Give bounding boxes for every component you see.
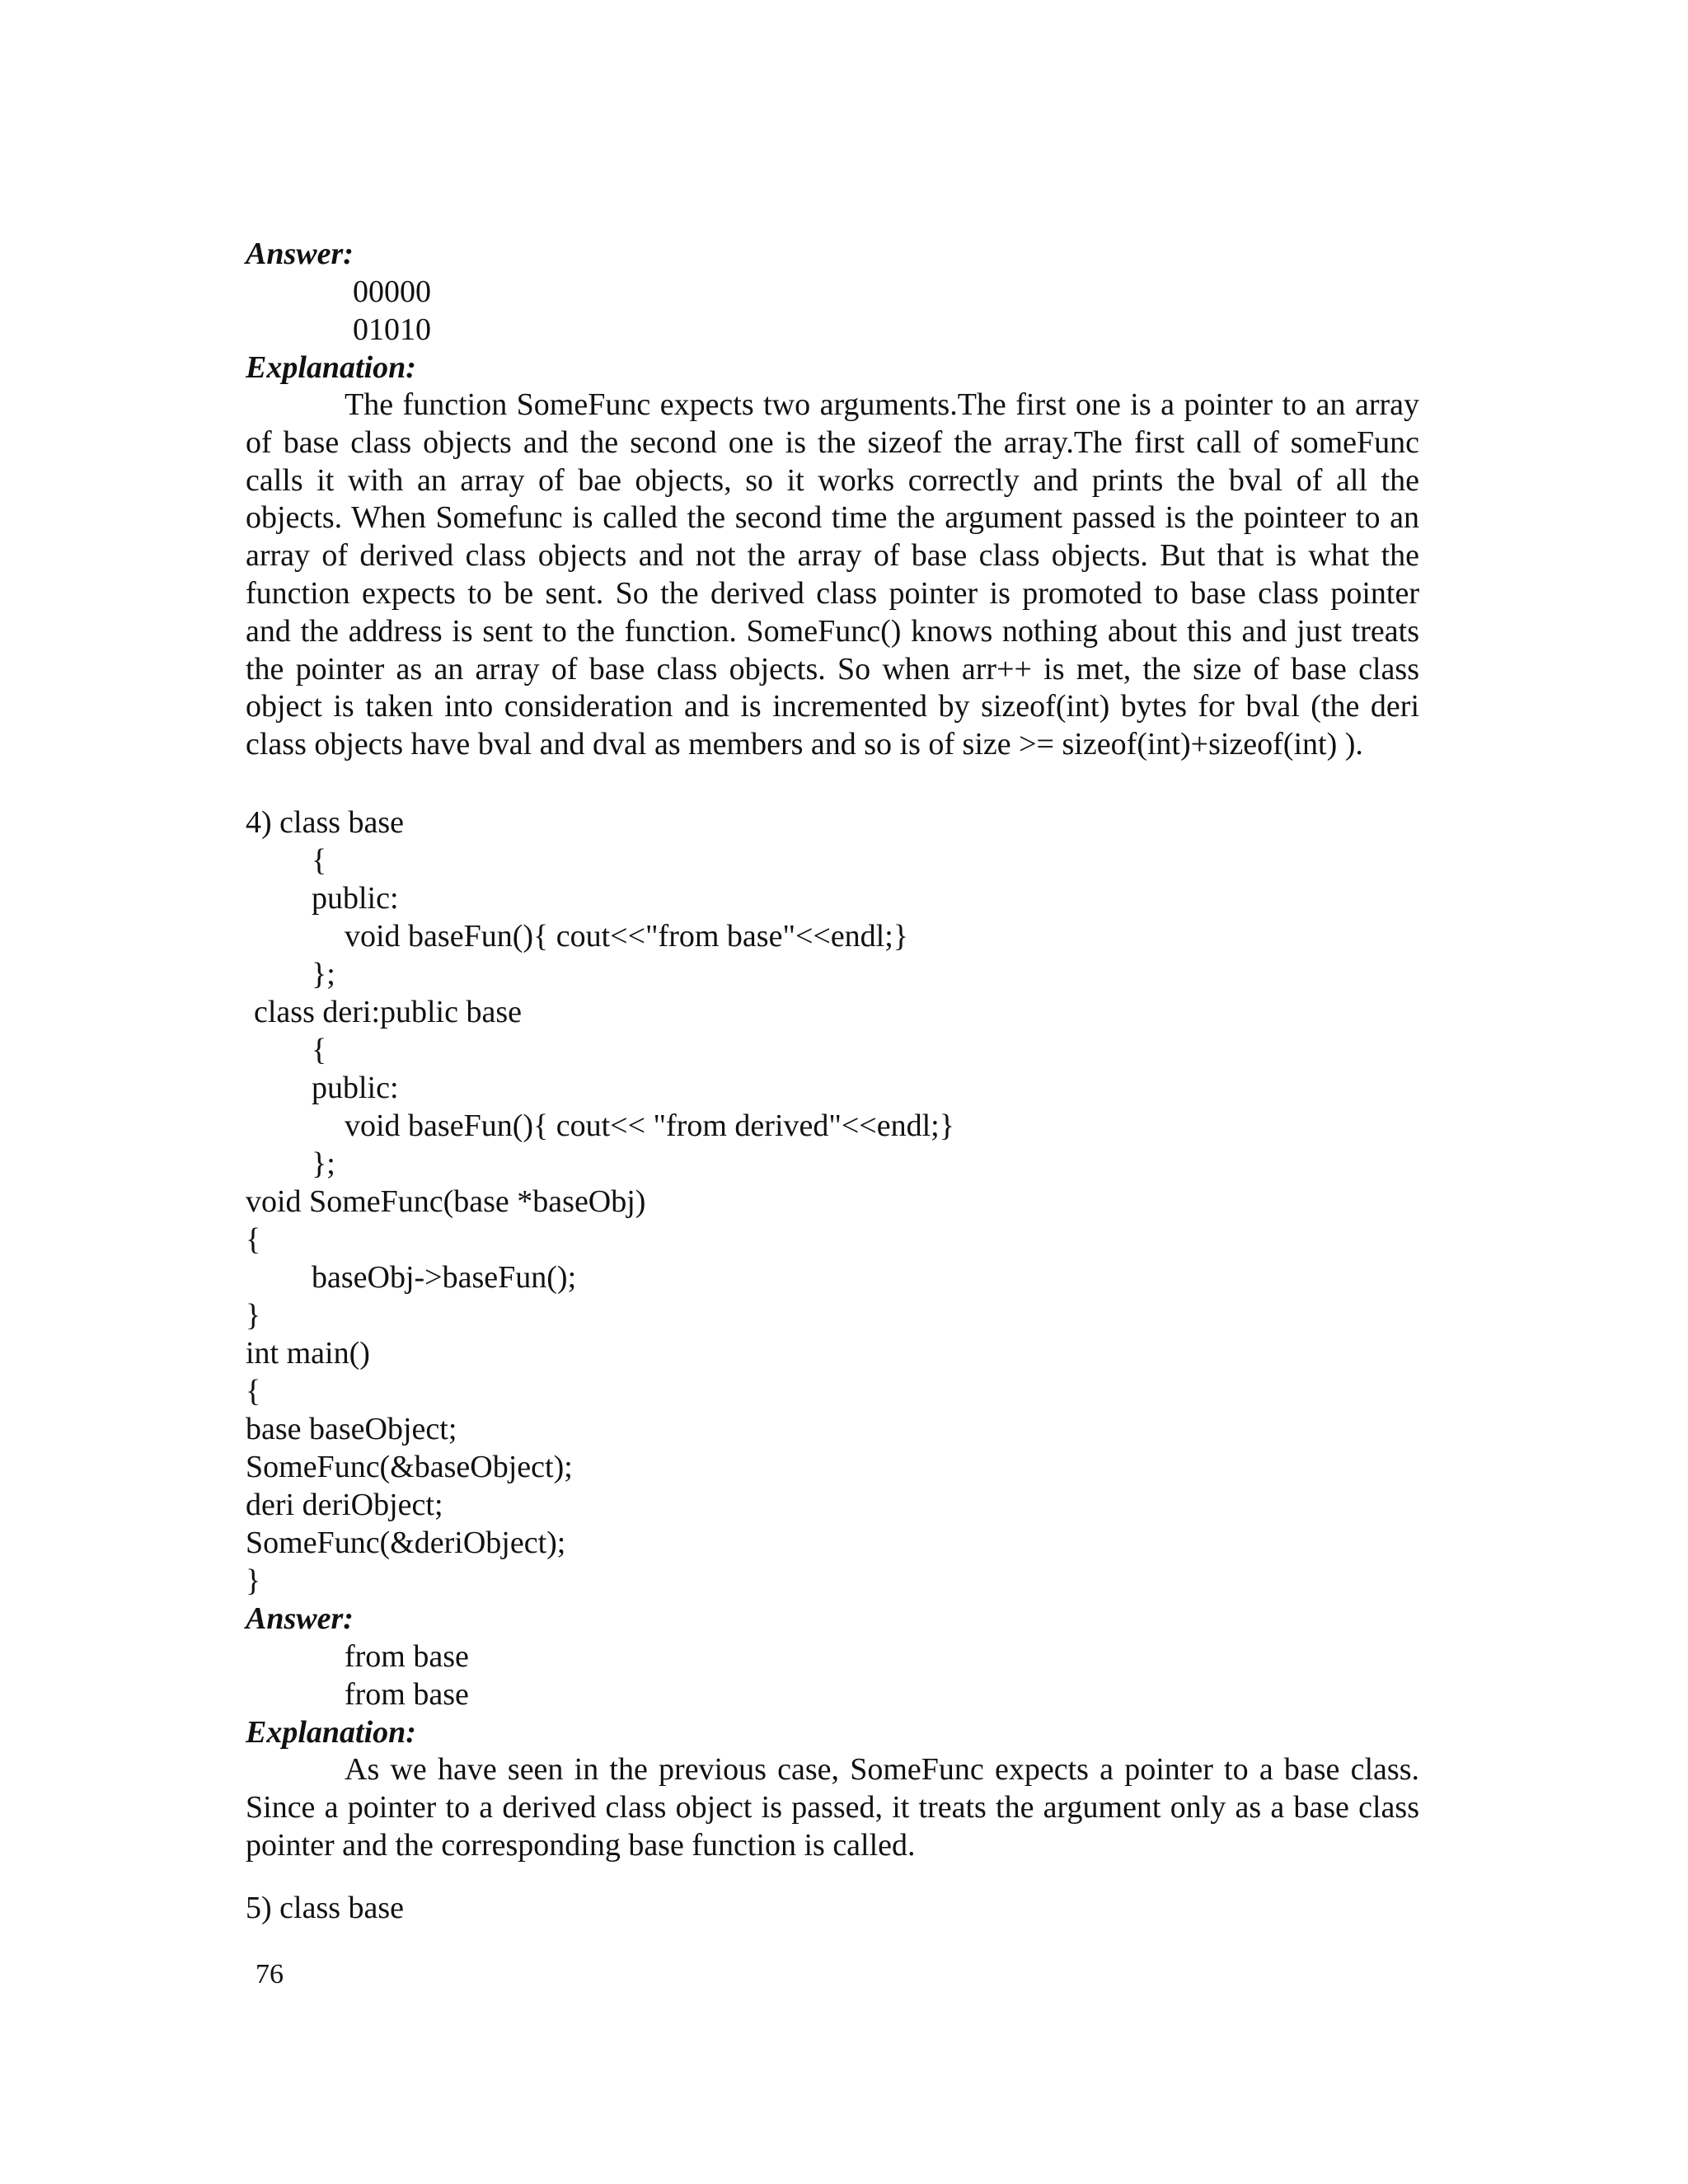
code-line: {	[312, 843, 327, 878]
code-line: {	[312, 1033, 327, 1067]
code-line: };	[312, 1146, 335, 1181]
explanation-paragraph	[246, 387, 1419, 764]
paragraph-line: and the address is sent to the function. SomeFunc() knows nothing about this and just treats	[246, 613, 1419, 649]
paragraph-line: objects. When Somefunc is called the second time the argument passed is the pointeer to an	[246, 500, 1419, 536]
paragraph-line: function expects to be sent. So the derived class pointer is promoted to base class pointer	[246, 575, 1419, 611]
code-line: public:	[312, 881, 399, 916]
answer-line: from base	[345, 1677, 469, 1712]
code-line: };	[312, 957, 335, 991]
paragraph-line: object is taken into consideration and is incremented by sizeof(int) bytes for bval (the deri	[246, 689, 1419, 724]
code-line: class deri:public base	[254, 995, 523, 1029]
explanation-heading: Explanation:	[246, 1715, 416, 1750]
code-line: deri deriObject;	[246, 1488, 443, 1522]
code-line: SomeFunc(&deriObject);	[246, 1526, 566, 1560]
code-line: {	[246, 1374, 261, 1408]
paragraph-line: As we have seen in the previous case, SomeFunc expects a pointer to a base class.	[345, 1752, 1419, 1787]
paragraph-line: The function SomeFunc expects two arguments.The first one is a pointer to an array	[345, 387, 1419, 422]
question-4-title: 4) class base	[246, 805, 405, 840]
question-5-title: 5) class base	[246, 1891, 405, 1925]
code-line: }	[246, 1563, 261, 1598]
code-line: void baseFun(){ cout<<"from base"<<endl;}	[345, 919, 909, 954]
answer-heading: Answer:	[246, 237, 354, 271]
paragraph-line: Since a pointer to a derived class object is passed, it treats the argument only as a base class	[246, 1789, 1419, 1825]
answer-line: from base	[345, 1639, 469, 1674]
code-line: }	[246, 1298, 261, 1333]
paragraph-line: array of derived class objects and not the array of base class objects. But that is what the	[246, 538, 1419, 574]
answer-heading: Answer:	[246, 1601, 354, 1636]
code-line: SomeFunc(&baseObject);	[246, 1450, 573, 1484]
code-line: baseObj->baseFun();	[312, 1260, 577, 1295]
answer-line: 00000	[353, 274, 431, 309]
explanation-paragraph	[246, 1751, 1419, 1864]
code-line: void SomeFunc(base *baseObj)	[246, 1184, 646, 1219]
paragraph-line: of base class objects and the second one is the sizeof the array.The first call of someFunc	[246, 424, 1419, 460]
code-line: int main()	[246, 1336, 370, 1371]
answer-line: 01010	[353, 312, 431, 347]
explanation-heading: Explanation:	[246, 350, 416, 385]
paragraph-line: class objects have bval and dval as members and so is of size >= sizeof(int)+sizeof(int) ).	[246, 727, 1363, 762]
code-line: void baseFun(){ cout<< "from derived"<<endl;}	[345, 1108, 954, 1143]
code-line: {	[246, 1222, 261, 1257]
paragraph-line: calls it with an array of bae objects, so it works correctly and prints the bval of all the	[246, 462, 1419, 498]
code-line: base baseObject;	[246, 1412, 457, 1446]
code-line: public:	[312, 1071, 399, 1105]
paragraph-line: the pointer as an array of base class objects. So when arr++ is met, the size of base class	[246, 651, 1419, 687]
paragraph-line: pointer and the corresponding base function is called.	[246, 1827, 916, 1863]
page-number: 76	[256, 1959, 284, 1990]
